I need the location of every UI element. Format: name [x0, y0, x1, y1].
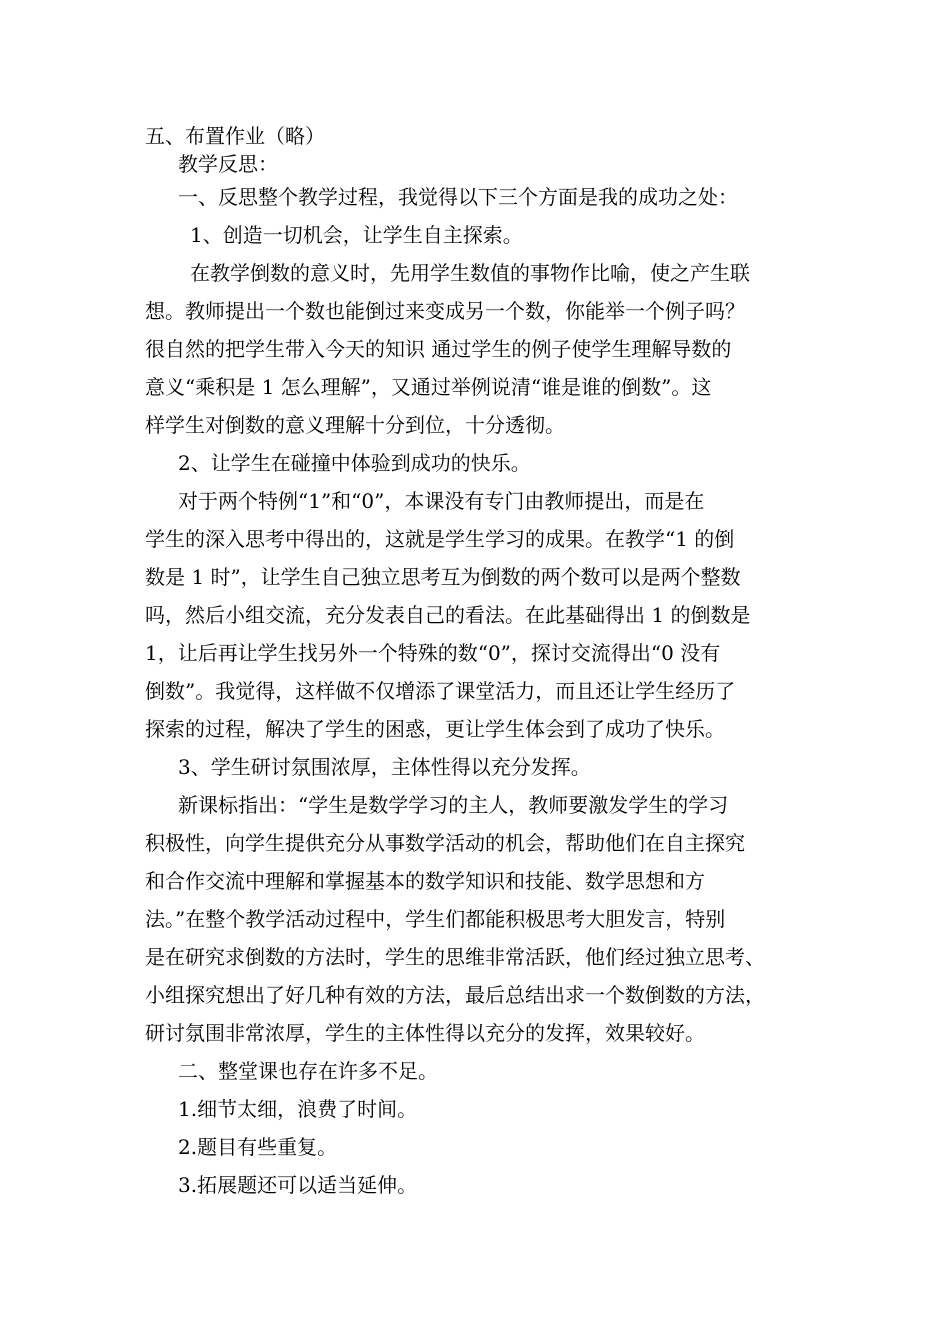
text-line: 1、创造一切机会，让学生自主探索。 [190, 223, 523, 247]
text-line: 很自然的把学生带入今天的知识 通过学生的例子使学生理解导数的 [145, 337, 732, 361]
text-line: 新课标指出：“学生是数学学习的主人，教师要激发学生的学习 [178, 793, 729, 817]
text-line: 数是 1 时”，让学生自己独立思考互为倒数的两个数可以是两个整数 [145, 565, 741, 589]
text-line: 积极性，向学生提供充分从事数学活动的机会，帮助他们在自主探究 [145, 831, 745, 855]
text-line: 样学生对倒数的意义理解十分到位，十分透彻。 [145, 413, 565, 437]
text-line: 吗，然后小组交流，充分发表自己的看法。在此基础得出 1 的倒数是 [145, 603, 751, 627]
text-line: 3.拓展题还可以适当延伸。 [178, 1173, 418, 1197]
text-line: 法。”在整个教学活动过程中，学生们都能积极思考大胆发言，特别 [145, 907, 726, 931]
text-line: 1.细节太细，浪费了时间。 [178, 1097, 418, 1121]
text-line: 3、学生研讨氛围浓厚，主体性得以充分发挥。 [178, 755, 591, 779]
text-line: 一、反思整个教学过程，我觉得以下三个方面是我的成功之处： [178, 185, 738, 209]
text-line: 2.题目有些重复。 [178, 1135, 338, 1159]
text-line: 想。教师提出一个数也能倒过来变成另一个数，你能举一个例子吗？ [145, 299, 745, 323]
text-line: 在教学倒数的意义时，先用学生数值的事物作比喻，使之产生联 [190, 261, 750, 285]
text-line: 对于两个特例“1”和“0”，本课没有专门由教师提出，而是在 [178, 489, 705, 513]
text-line: 小组探究想出了好几种有效的方法，最后总结出求一个数倒数的方法， [145, 983, 765, 1007]
text-line: 是在研究求倒数的方法时，学生的思维非常活跃，他们经过独立思考、 [145, 945, 765, 969]
text-line: 和合作交流中理解和掌握基本的数学知识和技能、数学思想和方 [145, 869, 705, 893]
text-line: 二、整堂课也存在许多不足。 [178, 1059, 438, 1083]
document-body [145, 122, 815, 1204]
text-line: 意义“乘积是 1 怎么理解”，又通过举例说清“谁是谁的倒数”。这 [145, 375, 712, 399]
text-line: 探索的过程，解决了学生的困惑，更让学生体会到了成功了快乐。 [145, 717, 725, 741]
text-line: 学生的深入思考中得出的，这就是学生学习的成果。在教学“1 的倒 [145, 527, 735, 551]
text-line: 教学反思： [178, 152, 278, 176]
text-line: 1，让后再让学生找另外一个特殊的数“0”，探讨交流得出“0 没有 [145, 641, 721, 665]
text-line: 五、布置作业（略） [145, 124, 325, 148]
text-line: 倒数”。我觉得，这样做不仅增添了课堂活力，而且还让学生经历了 [145, 679, 736, 703]
text-line: 2、让学生在碰撞中体验到成功的快乐。 [178, 451, 531, 475]
text-line: 研讨氛围非常浓厚，学生的主体性得以充分的发挥，效果较好。 [145, 1021, 705, 1045]
